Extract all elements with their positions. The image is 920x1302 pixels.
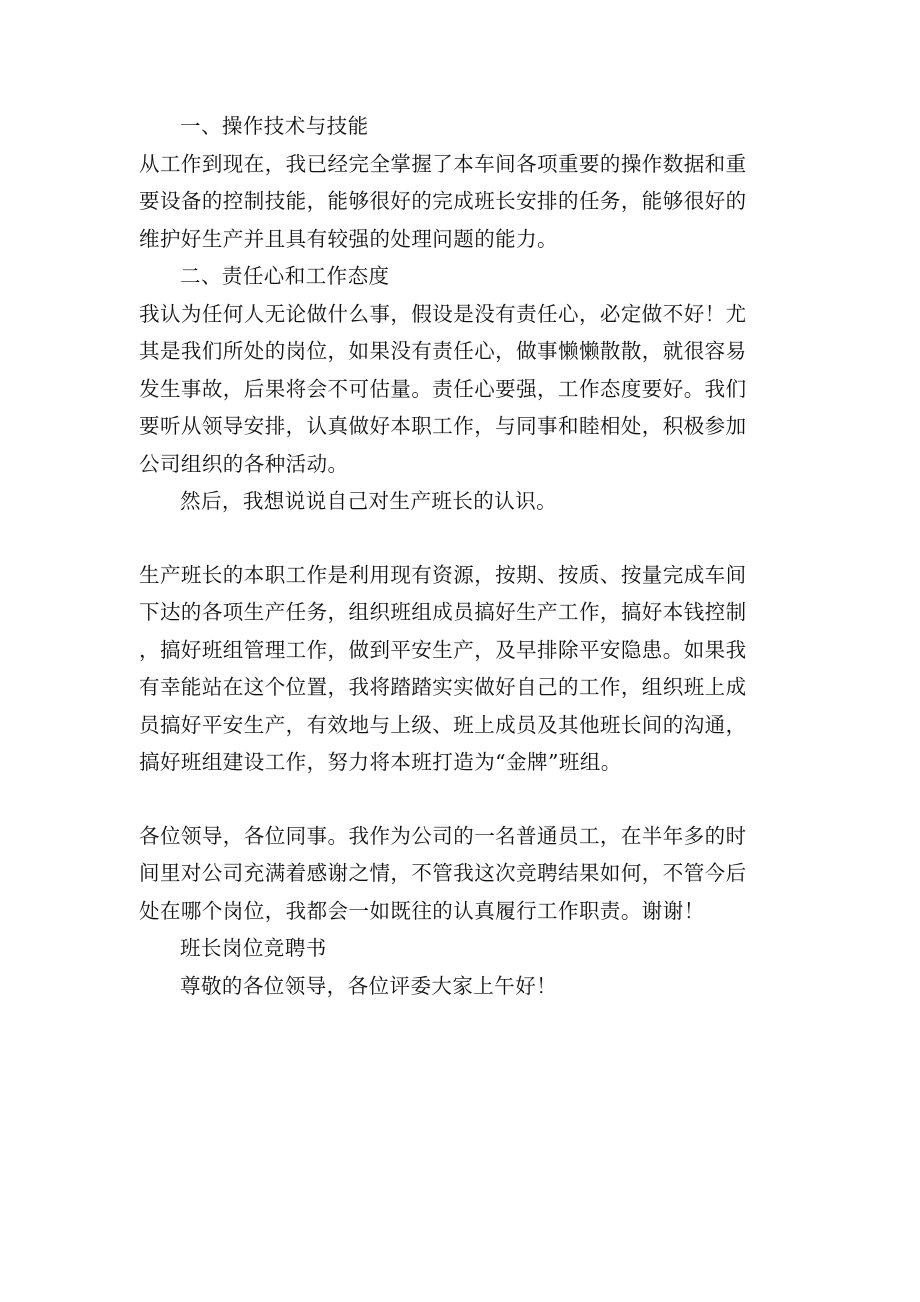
blank-line-spacer [139, 521, 781, 557]
document-title: 班长岗位竞聘书 [180, 936, 327, 960]
paragraph-line: 下达的各项生产任务，组织班组成员搞好生产工作，搞好本钱控制 [139, 600, 747, 624]
paragraph-line: 搞好班组建设工作，努力将本班打造为“金牌”班组。 [139, 750, 622, 774]
paragraph-line: ，搞好班组管理工作，做到平安生产，及早排除平安隐患。如果我 [139, 637, 747, 662]
paragraph-operation-skills [139, 146, 781, 259]
paragraph-line: 我认为任何人无论做什么事，假设是没有责任心，必定做不好！尤 [139, 301, 747, 326]
paragraph-line: 各位领导，各位同事。我作为公司的一名普通员工，在半年多的时 [139, 823, 747, 848]
paragraph-line: 维护好生产并且具有较强的处理问题的能力。 [139, 226, 558, 251]
paragraph-line: 要设备的控制技能，能够很好的完成班长安排的任务，能够很好的 [139, 189, 747, 213]
paragraph-line: 员搞好平安生产，有效地与上级、班上成员及其他班长间的沟通， [139, 712, 747, 737]
paragraph-line: 要听从领导安排，认真做好本职工作，与同事和睦相处，积极参加 [139, 414, 747, 438]
section-heading-2: 二、责任心和工作态度 [180, 264, 390, 288]
paragraph-line: 有幸能站在这个位置，我将踏踏实实做好自己的工作，组织班上成 [139, 675, 747, 699]
paragraph-line: 处在哪个岗位，我都会一如既往的认真履行工作职责。谢谢！ [139, 898, 705, 923]
paragraph-line: 其是我们所处的岗位，如果没有责任心，做事懒懒散散，就很容易 [139, 339, 747, 363]
section-heading-1: 一、操作技术与技能 [180, 114, 369, 138]
paragraph-line: 从工作到现在，我已经完全掌握了本车间各项重要的操作数据和重 [139, 151, 747, 176]
section-heading-3: 然后，我想说说自己对生产班长的认识。 [180, 489, 558, 513]
paragraph-line: 公司组织的各种活动。 [139, 451, 349, 476]
document-content [139, 108, 781, 1005]
paragraph-closing [139, 818, 781, 931]
greeting-line: 尊敬的各位领导，各位评委大家上午好！ [180, 973, 558, 998]
paragraph-line: 生产班长的本职工作是利用现有资源，按期、按质、按量完成车间 [139, 562, 747, 587]
paragraph-team-leader-role [139, 557, 781, 782]
paragraph-line: 发生事故，后果将会不可估量。责任心要强，工作态度要好。我们 [139, 376, 747, 401]
paragraph-line: 间里对公司充满着感谢之情，不管我这次竞聘结果如何，不管今后 [139, 861, 747, 885]
paragraph-responsibility [139, 296, 781, 484]
blank-line-spacer [139, 782, 781, 818]
